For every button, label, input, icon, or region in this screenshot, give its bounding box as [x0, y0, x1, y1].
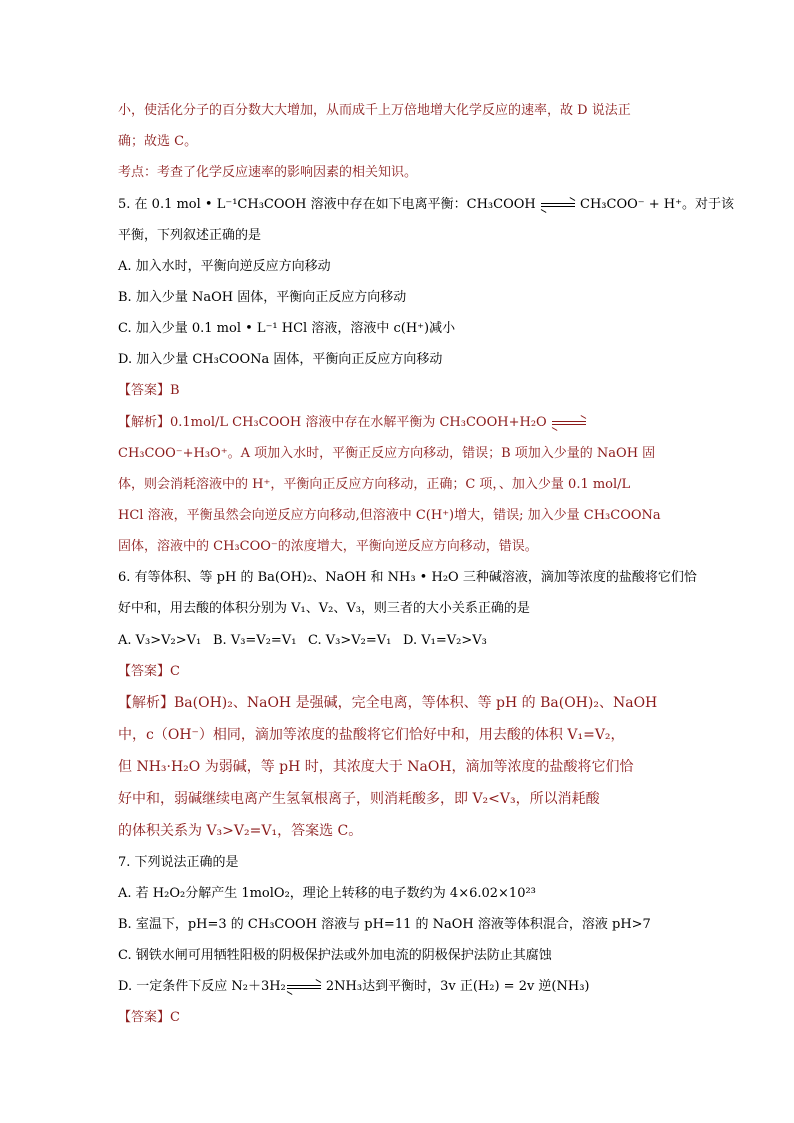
text-line: 确；故选 C。	[118, 134, 198, 149]
option-d: D. 加入少量 CH₃COONa 固体，平衡向正反应方向移动	[118, 352, 443, 367]
analysis-line: 但 NH₃·H₂O 为弱碱，等 pH 时，其浓度大于 NaOH，滴加等浓度的盐酸将它们恰	[118, 759, 634, 775]
question-6-stem: 6. 有等体积、等 pH 的 Ba(OH)₂、NaOH 和 NH₃ • H₂O 三种碱溶液，滴加等浓度的盐酸将它们恰	[118, 570, 697, 585]
equilibrium-arrow-icon	[541, 201, 575, 209]
analysis-line: HCl 溶液，平衡虽然会向逆反应方向移动,但溶液中 C(H⁺)增大，错误; 加入少量 CH₃COONa	[118, 508, 661, 523]
question-6-options	[118, 632, 487, 650]
answer-label: 【答案】C	[118, 664, 180, 679]
option-b: B. 室温下，pH=3 的 CH₃COOH 溶液与 pH=11 的 NaOH 溶液等体积混合，溶液 pH>7	[118, 917, 651, 932]
option-a: A. 加入水时，平衡向逆反应方向移动	[118, 259, 331, 274]
analysis-line: CH₃COO⁻+H₃O⁺。A 项加入水时，平衡正反应方向移动，错误；B 项加入少量的 NaOH 固	[118, 446, 656, 461]
analysis-line: 体，则会消耗溶液中的 H⁺，平衡向正反应方向移动，正确；C 项，、加入少量 0.1 mol/L	[118, 477, 631, 492]
analysis-line: 【解析】Ba(OH)₂、NaOH 是强碱，完全电离，等体积、等 pH 的 Ba(OH)₂、NaOH	[118, 695, 658, 711]
answer-label: 【答案】C	[118, 1010, 180, 1025]
equation-right: CH₃COO⁻ + H⁺。对于该	[575, 197, 734, 212]
equation-left: 5. 在 0.1 mol • L⁻¹CH₃COOH 溶液中存在如下电离平衡：CH₃COOH	[118, 197, 540, 212]
question-5-stem	[118, 196, 734, 214]
option-d: D. 一定条件下反应 N₂＋3H₂ 2NH₃达到平衡时，3v 正(H₂) = 2v 逆(NH₃)	[118, 979, 590, 994]
text-line: 平衡，下列叙述正确的是	[118, 228, 262, 243]
analysis-line: 中，c（OH⁻）相同，滴加等浓度的盐酸将它们恰好中和，用去酸的体积 V₁=V₂，	[118, 727, 625, 743]
question-7-stem: 7. 下列说法正确的是	[118, 855, 239, 870]
option-c: C. 钢铁水闸可用牺牲阳极的阴极保护法或外加电流的阴极保护法防止其腐蚀	[118, 948, 552, 963]
text-line: 考点：考查了化学反应速率的影响因素的相关知识。	[118, 165, 418, 180]
analysis-line: 好中和，弱碱继续电离产生氢氧根离子，则消耗酸多，即 V₂<V₃，所以消耗酸	[118, 791, 600, 807]
option-d: D. V₁=V₂>V₃	[403, 633, 487, 648]
analysis-line: 的体积关系为 V₃>V₂=V₁，答案选 C。	[118, 823, 363, 839]
option-b: B. V₃=V₂=V₁	[213, 633, 297, 648]
text-line: 小，使活化分子的百分数大大增加，从而成千上万倍地增大化学反应的速率，故 D 说法正	[118, 103, 631, 118]
option-b: B. 加入少量 NaOH 固体，平衡向正反应方向移动	[118, 290, 407, 305]
option-a: A. 若 H₂O₂分解产生 1molO₂，理论上转移的电子数约为 4×6.02×10²³	[118, 886, 536, 901]
equilibrium-arrow-icon	[552, 419, 586, 427]
option-a: A. V₃>V₂>V₁	[118, 633, 202, 648]
option-c: C. 加入少量 0.1 mol • L⁻¹ HCl 溶液，溶液中 c(H⁺)减小	[118, 321, 456, 336]
equilibrium-arrow-icon	[287, 983, 321, 991]
option-c: C. V₃>V₂=V₁	[308, 633, 392, 648]
answer-label: 【答案】B	[118, 383, 180, 398]
analysis-line: 【解析】0.1mol/L CH₃COOH 溶液中存在水解平衡为 CH₃COOH+H₂O	[118, 414, 587, 432]
text-line: 好中和，用去酸的体积分别为 V₁、V₂、V₃，则三者的大小关系正确的是	[118, 601, 530, 616]
analysis-line: 固体，溶液中的 CH₃COO⁻的浓度增大，平衡向逆反应方向移动，错误。	[118, 539, 538, 554]
